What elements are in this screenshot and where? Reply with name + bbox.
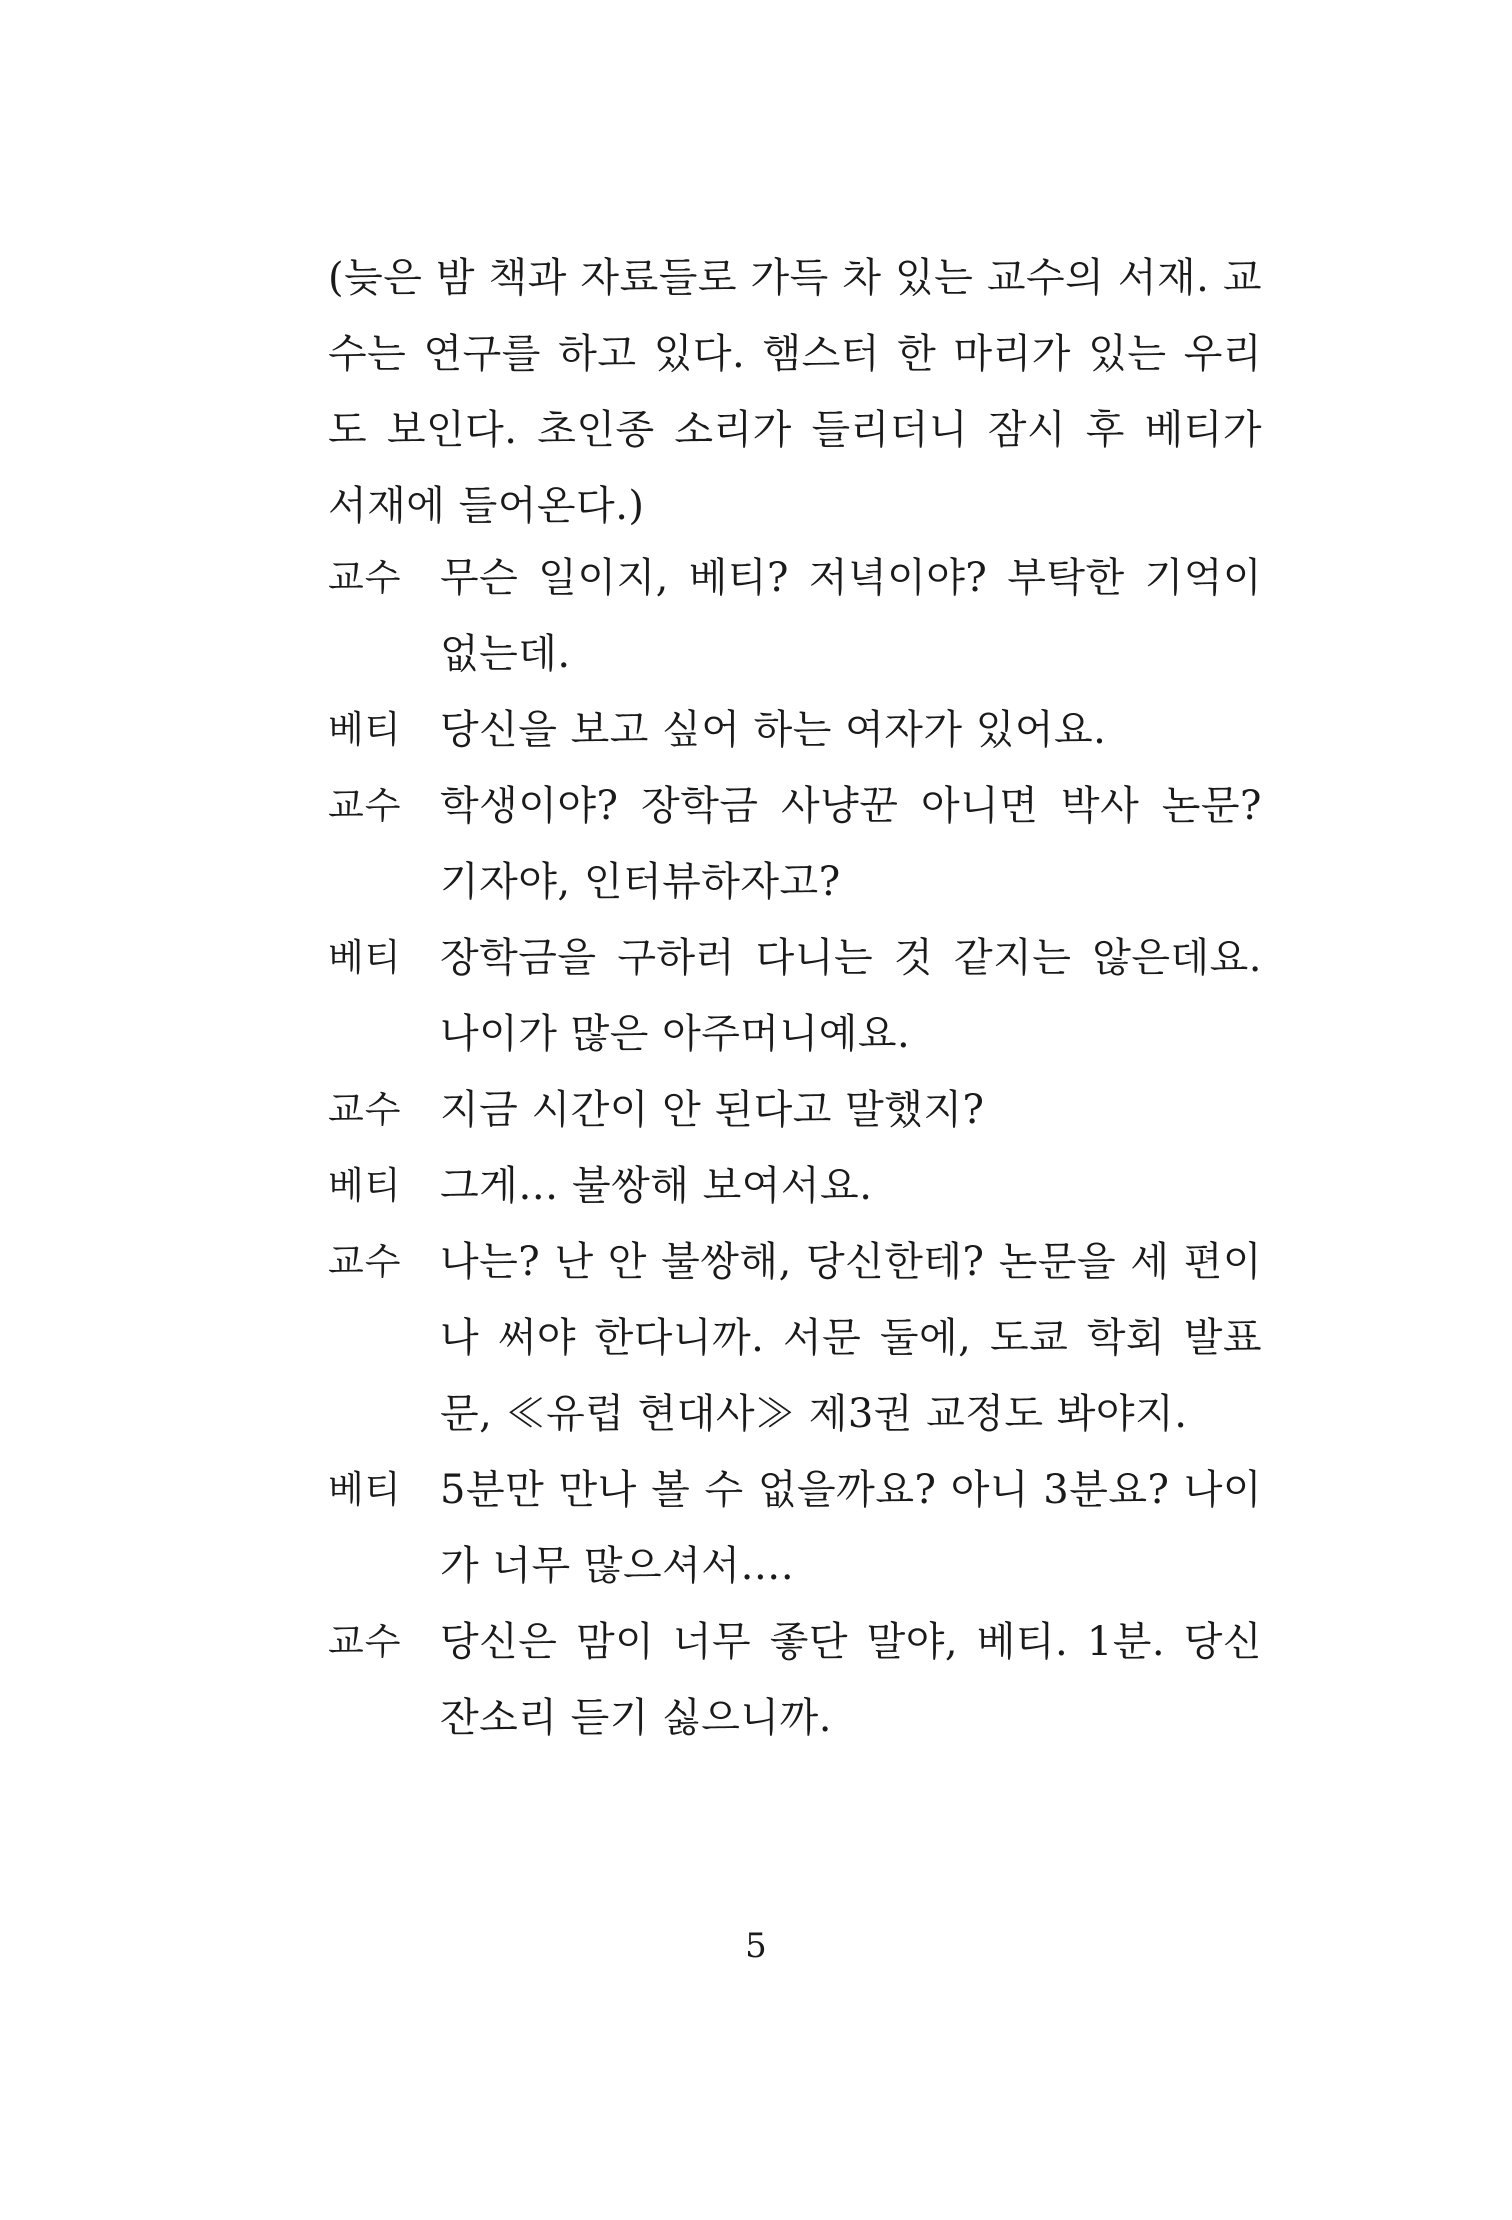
dialogue-line [328,1452,1262,1604]
dialogue-line [328,540,1262,692]
speech-text: 무슨 일이지, 베티? 저녁이야? 부탁한 기억이 없는데. [440,555,1262,677]
speech-text: 나는? 난 안 불쌍해, 당신한테? 논문을 세 편이나 써야 한다니까. 서문 둘에, 도쿄 학회 발표문, ≪유럽 현대사≫ 제3권 교정도 봐야지. [440,1239,1262,1437]
speech-text: 당신은 맘이 너무 좋단 말야, 베티. 1분. 당신 잔소리 듣기 싫으니까. [440,1619,1262,1741]
speaker-name: 교수 [328,1088,402,1131]
dialogue-line [328,1148,1262,1224]
dialogue-line [328,692,1262,768]
dialogue-list [328,540,1262,1756]
speech-text: 당신을 보고 싶어 하는 여자가 있어요. [440,707,1107,753]
speech-text: 5분만 만나 볼 수 없을까요? 아니 3분요? 나이가 너무 많으셔서…. [440,1467,1262,1589]
stage-direction: (늦은 밤 책과 자료들로 가득 차 있는 교수의 서재. 교수는 연구를 하고 있다. 햄스터 한 마리가 있는 우리도 보인다. 초인종 소리가 들리더니 잠시 후 베티가 서재에 들어온다.) [328,255,1262,529]
speech-text: 학생이야? 장학금 사냥꾼 아니면 박사 논문? 기자야, 인터뷰하자고? [440,783,1262,905]
speaker-name: 베티 [328,1164,402,1207]
speaker-name: 교수 [328,784,402,827]
dialogue-line [328,1224,1262,1452]
speaker-name: 교수 [328,556,402,599]
speaker-name: 교수 [328,1240,402,1283]
dialogue-line [328,1604,1262,1756]
page-number: 5 [745,1926,767,1966]
speaker-name: 베티 [328,936,402,979]
speech-text: 장학금을 구하러 다니는 것 같지는 않은데요. 나이가 많은 아주머니예요. [440,935,1262,1057]
speech-text: 지금 시간이 안 된다고 말했지? [440,1087,985,1133]
dialogue-line [328,1072,1262,1148]
speaker-name: 교수 [328,1620,402,1663]
speech-text: 그게… 불쌍해 보여서요. [440,1163,873,1209]
speaker-name: 베티 [328,1468,402,1511]
speaker-name: 베티 [328,708,402,751]
dialogue-line [328,768,1262,920]
dialogue-line [328,920,1262,1072]
